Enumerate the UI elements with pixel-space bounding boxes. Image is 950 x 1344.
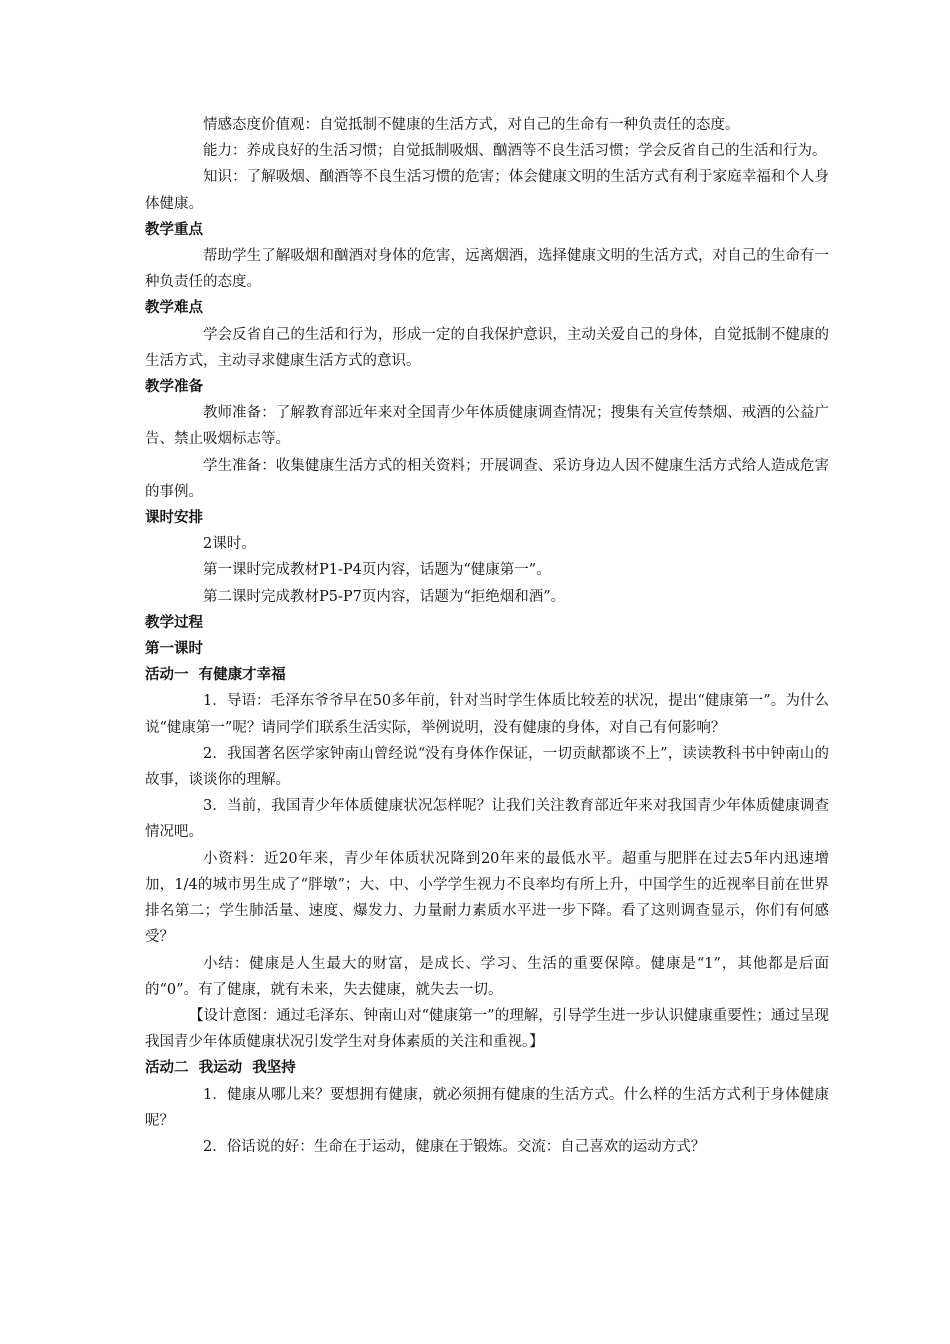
document-page — [145, 112, 829, 1160]
activity-two-heading: 活动二 我运动 我坚持 — [145, 1060, 296, 1077]
schedule-second: 第二课时完成教材P5-P7页内容，话题为“拒绝烟和酒”。 — [203, 588, 566, 605]
activity-one-item-1: 1．导语：毛泽东爷爷早在50多年前，针对当时学生体质比较差的状况，提出“健康第一”。为什么说“健康第一”呢？请同学们联系生活实际，举例说明，没有健康的身体，对自己有何影响？ — [145, 693, 829, 736]
preparation-teacher: 教师准备：了解教育部近年来对全国青少年体质健康调查情况；搜集有关宣传禁烟、戒酒的公益广告、禁止吸烟标志等。 — [145, 405, 829, 448]
goal-emotion: 情感态度价值观：自觉抵制不健康的生活方式，对自己的生命有一种负责任的态度。 — [203, 117, 740, 133]
activity-one-item-2: 2．我国著名医学家钟南山曾经说“没有身体作保证，一切贡献都谈不上”，读读教科书中钟南山的故事，谈谈你的理解。 — [145, 745, 829, 789]
goal-ability: 能力：养成良好的生活习惯；自觉抵制吸烟、酗酒等不良生活习惯；学会反省自己的生活和行为。 — [203, 143, 827, 160]
activity-one-heading: 活动一 有健康才幸福 — [145, 667, 286, 684]
key-points-heading: 教学重点 — [145, 221, 203, 238]
schedule-total: 2课时。 — [203, 536, 256, 553]
schedule-heading: 课时安排 — [145, 510, 203, 527]
goal-knowledge: 知识：了解吸烟、酗酒等不良生活习惯的危害；体会健康文明的生活方式有利于家庭幸福和个人身体健康。 — [145, 169, 829, 212]
activity-one-material: 小资料：近20年来，青少年体质状况降到20年来的最低水平。超重与肥胖在过去5年内迅速增加，1/4的城市男生成了“胖墩”；大、中、小学学生视力不良率均有所上升，中国学生的近视率目前在世界排名第二；学生肺活量、速度、爆发力、力量耐力素质水平进一步下降。看了这则调查显示，你们有何感受？ — [145, 850, 829, 946]
difficulty-heading: 教学难点 — [145, 300, 203, 317]
preparation-student: 学生准备：收集健康生活方式的相关资料；开展调查、采访身边人因不健康生活方式给人造成危害的事例。 — [145, 457, 829, 500]
key-points-text: 帮助学生了解吸烟和酗酒对身体的危害，远离烟酒，选择健康文明的生活方式，对自己的生命有一种负责任的态度。 — [145, 248, 829, 291]
activity-one-design-intent: 【设计意图：通过毛泽东、钟南山对“健康第一”的理解，引导学生进一步认识健康重要性；通过呈现我国青少年体质健康状况引发学生对身体素质的关注和重视。】 — [145, 1007, 829, 1051]
activity-two-item-2: 2．俗话说的好：生命在于运动，健康在于锻炼。交流：自己喜欢的运动方式？ — [203, 1138, 706, 1155]
lesson-one-heading: 第一课时 — [145, 641, 203, 658]
activity-two-item-1: 1．健康从哪儿来？要想拥有健康，就必须拥有健康的生活方式。什么样的生活方式利于身体健康呢？ — [145, 1086, 829, 1129]
process-heading: 教学过程 — [145, 614, 203, 631]
difficulty-text: 学会反省自己的生活和行为，形成一定的自我保护意识，主动关爱自己的身体，自觉抵制不健康的生活方式，主动寻求健康生活方式的意识。 — [145, 326, 829, 369]
activity-one-summary: 小结：健康是人生最大的财富，是成长、学习、生活的重要保障。健康是“1”，其他都是后面的“0”。有了健康，就有未来，失去健康，就失去一切。 — [145, 955, 829, 998]
activity-one-item-3: 3．当前，我国青少年体质健康状况怎样呢？让我们关注教育部近年来对我国青少年体质健康调查情况吧。 — [145, 798, 829, 841]
schedule-first: 第一课时完成教材P1-P4页内容，话题为“健康第一”。 — [203, 562, 551, 579]
preparation-heading: 教学准备 — [145, 379, 203, 396]
